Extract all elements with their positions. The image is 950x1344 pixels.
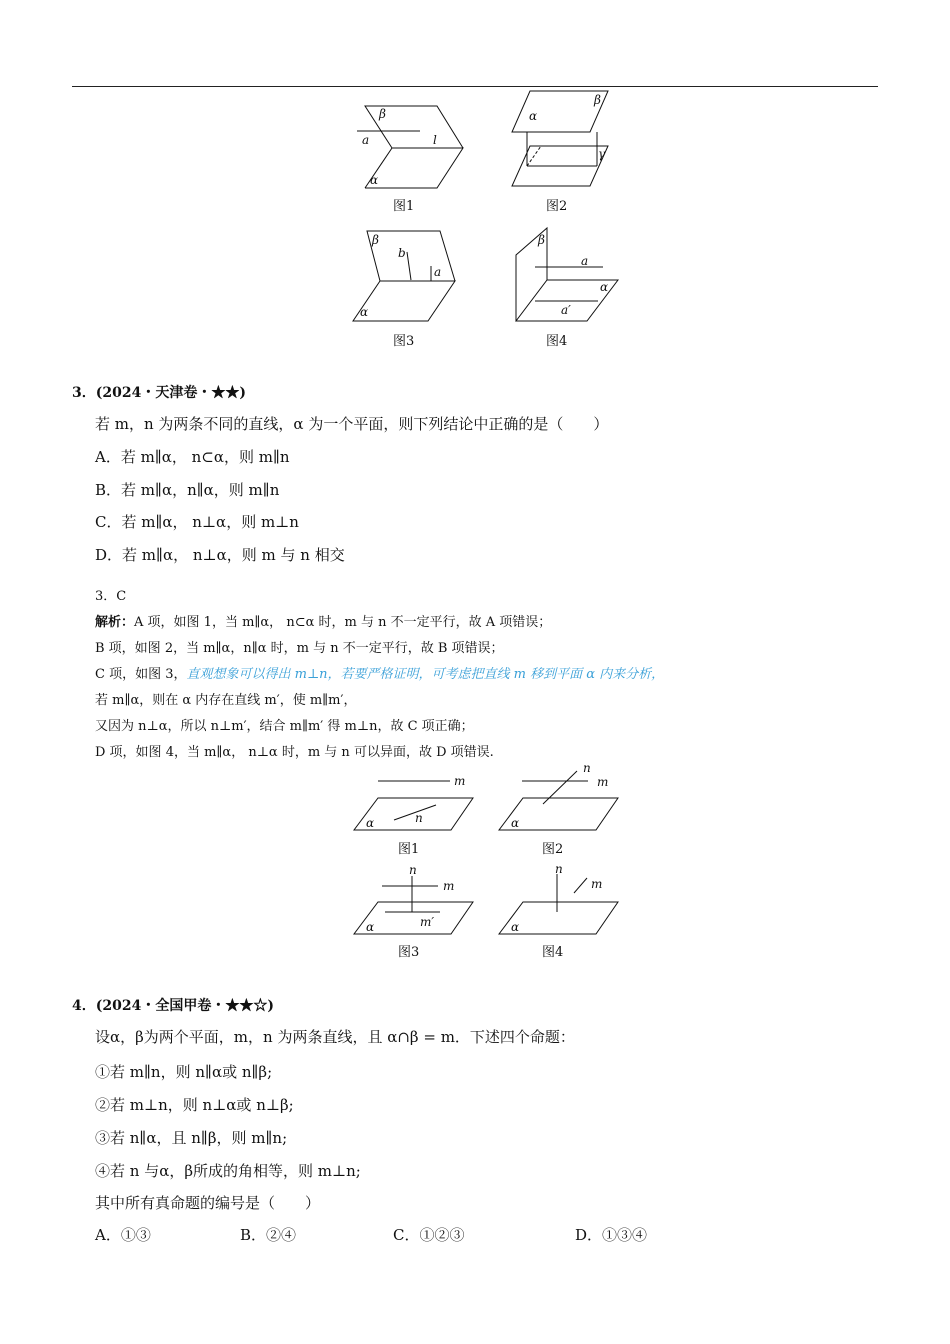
q3-option-a: A．若 m∥α， n⊂α，则 m∥n xyxy=(95,448,290,466)
solution-label: 解析： xyxy=(95,615,135,630)
q4-proposition-1: ①若 m∥n，则 n∥α或 n∥β; xyxy=(95,1063,273,1081)
fig1-alpha-label: α xyxy=(370,173,379,187)
fig3-a-label: a xyxy=(434,265,442,279)
figure-4-caption: 图4 xyxy=(546,334,568,349)
figure-2-caption: 图2 xyxy=(546,199,568,214)
sfig3-n-label: n xyxy=(409,864,417,877)
q3-option-c: C．若 m∥α， n⊥α，则 m⊥n xyxy=(95,513,299,531)
q3-solution-line-6: D 项，如图 4，当 m∥α， n⊥α 时，m 与 n 可以异面，故 D 项错误. xyxy=(95,745,494,760)
q3-stem: 若 m，n 为两条不同的直线，α 为一个平面，则下列结论中正确的是（ ） xyxy=(95,415,609,433)
q4-proposition-4: ④若 n 与α，β所成的角相等，则 m⊥n; xyxy=(95,1162,361,1180)
solution-figure-3-diagram xyxy=(350,864,480,936)
figure-1-caption: 图1 xyxy=(393,199,415,214)
q3-solution-line-4: 若 m∥α，则在 α 内存在直线 m′，使 m∥m′， xyxy=(95,693,357,708)
q4-proposition-2: ②若 m⊥n，则 n⊥α或 n⊥β; xyxy=(95,1096,294,1114)
solution-figure-3-caption: 图3 xyxy=(398,945,420,960)
fig4-alpha-label: α xyxy=(600,280,609,294)
sfig2-alpha-label: α xyxy=(511,816,520,830)
fig2-beta-label: β xyxy=(594,93,601,107)
solution-hint: 直观想象可以得出 m⊥n，若要严格证明，可考虑把直线 m 移到平面 α 内来分析， xyxy=(186,667,665,682)
fig4-a-prime-label: a′ xyxy=(561,303,571,317)
q4-option-a: A．①③ xyxy=(95,1226,151,1244)
q4-option-d: D．①③④ xyxy=(575,1226,648,1244)
fig1-l-label: l xyxy=(433,133,437,147)
fig1-beta-label: β xyxy=(379,107,386,121)
fig3-b-label: b xyxy=(398,246,406,260)
solution-figure-4-caption: 图4 xyxy=(542,945,564,960)
solution-figure-4-diagram xyxy=(495,864,625,936)
solution-text-1: A 项，如图 1，当 m∥α， n⊂α 时，m 与 n 不一定平行，故 A 项错误； xyxy=(134,615,552,630)
sfig3-m-prime-label: m′ xyxy=(420,915,435,929)
sfig2-m-label: m xyxy=(597,775,609,789)
fig2-alpha-label: α xyxy=(529,109,538,123)
q4-ask: 其中所有真命题的编号是（ ） xyxy=(95,1194,321,1212)
fig1-a-label: a xyxy=(362,133,370,147)
q3-solution-line-1 xyxy=(95,611,551,630)
sfig4-n-label: n xyxy=(555,864,563,876)
q3-header: 3．(2024・天津卷・★★) xyxy=(72,385,246,401)
fig2-gamma-label: γ xyxy=(598,147,606,161)
q3-answer: 3．C xyxy=(95,589,127,604)
solution-figure-2-diagram xyxy=(495,762,625,834)
solution-figure-1-caption: 图1 xyxy=(398,842,420,857)
sfig1-n-label: n xyxy=(415,811,423,825)
figure-1-diagram xyxy=(345,98,475,193)
q3-solution-line-5: 又因为 n⊥α，所以 n⊥m′，结合 m∥m′ 得 m⊥n，故 C 项正确； xyxy=(95,719,474,734)
q4-option-c: C．①②③ xyxy=(393,1226,465,1244)
figure-3-caption: 图3 xyxy=(393,334,415,349)
sfig3-m-label: m xyxy=(443,879,455,893)
q4-stem: 设α，β为两个平面，m，n 为两条直线，且 α∩β = m．下述四个命题： xyxy=(95,1028,575,1046)
sfig4-m-label: m xyxy=(591,877,603,891)
q4-header: 4．(2024・全国甲卷・★★☆) xyxy=(72,998,274,1014)
solution-figure-2-caption: 图2 xyxy=(542,842,564,857)
sfig1-alpha-label: α xyxy=(366,816,375,830)
sfig3-alpha-label: α xyxy=(366,920,375,934)
q3-solution-line-3 xyxy=(95,663,664,682)
figure-3-diagram xyxy=(345,228,470,324)
sfig1-m-label: m xyxy=(454,774,466,788)
fig4-a-label: a xyxy=(581,254,589,268)
fig3-beta-label: β xyxy=(372,233,379,247)
header-rule xyxy=(72,86,878,87)
sfig4-alpha-label: α xyxy=(511,920,520,934)
solution-text-3a: C 项，如图 3， xyxy=(95,667,187,682)
q4-proposition-3: ③若 n∥α，且 n∥β，则 m∥n; xyxy=(95,1129,288,1147)
fig4-beta-label: β xyxy=(538,233,545,247)
fig3-alpha-label: α xyxy=(360,305,369,319)
q3-option-d: D．若 m∥α， n⊥α，则 m 与 n 相交 xyxy=(95,546,345,564)
figure-2-diagram xyxy=(505,88,615,191)
q4-option-b: B．②④ xyxy=(240,1226,297,1244)
solution-figure-1-diagram xyxy=(350,772,480,834)
sfig2-n-label: n xyxy=(583,762,591,775)
figure-4-diagram xyxy=(505,225,630,325)
q3-option-b: B．若 m∥α，n∥α，则 m∥n xyxy=(95,481,280,499)
q3-solution-line-2: B 项，如图 2，当 m∥α，n∥α 时，m 与 n 不一定平行，故 B 项错误； xyxy=(95,641,504,656)
